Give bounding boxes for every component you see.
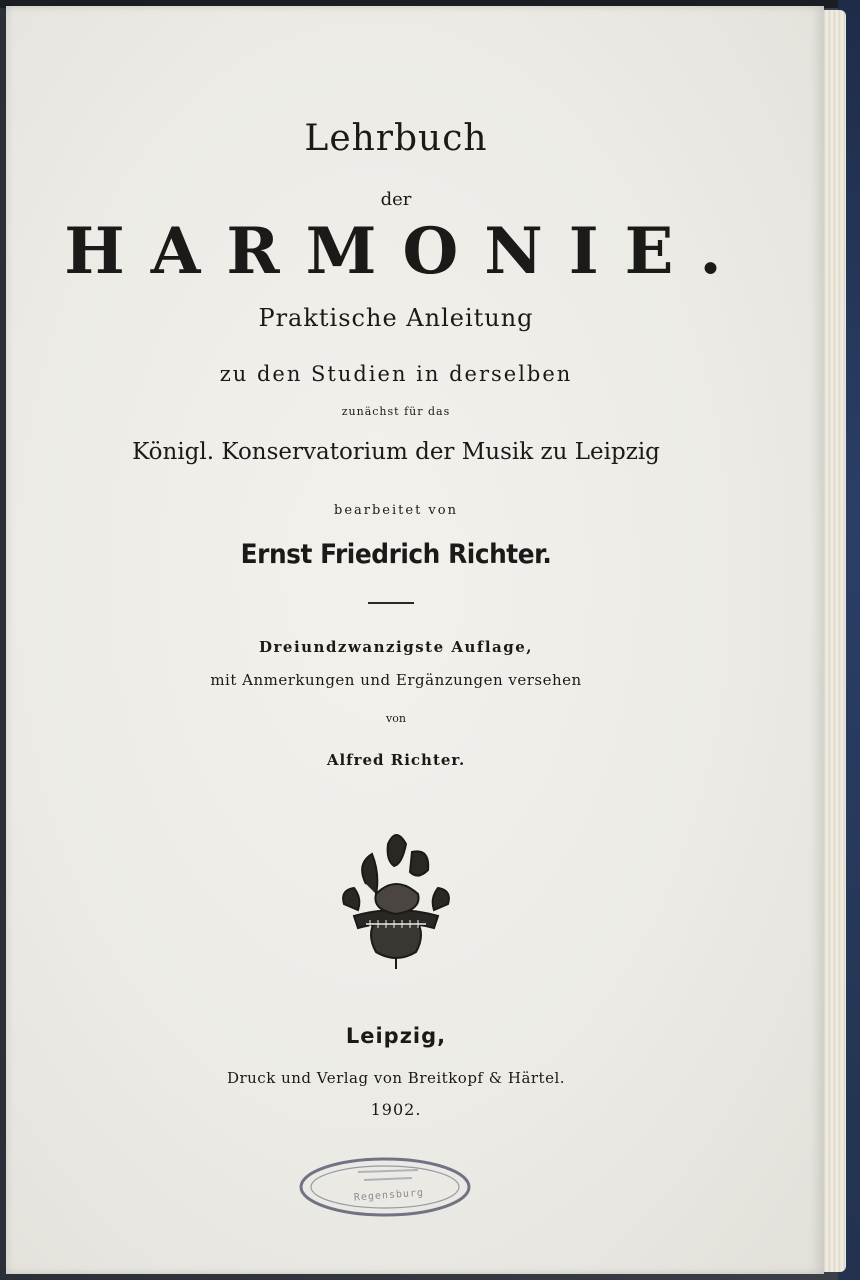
divider-rule bbox=[368, 602, 414, 604]
book-subject: HARMONIE. bbox=[64, 214, 748, 289]
stamp-text: Regensburg bbox=[353, 1187, 425, 1204]
title-page bbox=[6, 6, 824, 1274]
publication-year: 1902. bbox=[370, 1100, 422, 1119]
publisher: Druck und Verlag von Breitkopf & Härtel. bbox=[226, 1069, 566, 1087]
printer-vignette-icon bbox=[336, 824, 456, 974]
book-title: Lehrbuch bbox=[304, 118, 488, 159]
subtitle-line-2: zu den Studien in derselben bbox=[219, 362, 573, 386]
institution: Königl. Konservatorium der Musik zu Leipzig bbox=[132, 439, 660, 465]
edition: Dreiundzwanzigste Auflage, bbox=[258, 638, 534, 656]
byline-lead: bearbeitet von bbox=[334, 503, 458, 518]
publication-place: Leipzig, bbox=[345, 1024, 447, 1048]
dedication-lead: zunächst für das bbox=[341, 405, 451, 418]
title-connector: der bbox=[380, 189, 412, 210]
edition-note: mit Anmerkungen und Ergänzungen versehen bbox=[210, 671, 582, 689]
author-name: Ernst Friedrich Richter. bbox=[240, 539, 552, 570]
editor-name: Alfred Richter. bbox=[326, 751, 466, 769]
subtitle-line-1: Praktische Anleitung bbox=[258, 304, 534, 332]
editor-lead: von bbox=[386, 712, 406, 725]
